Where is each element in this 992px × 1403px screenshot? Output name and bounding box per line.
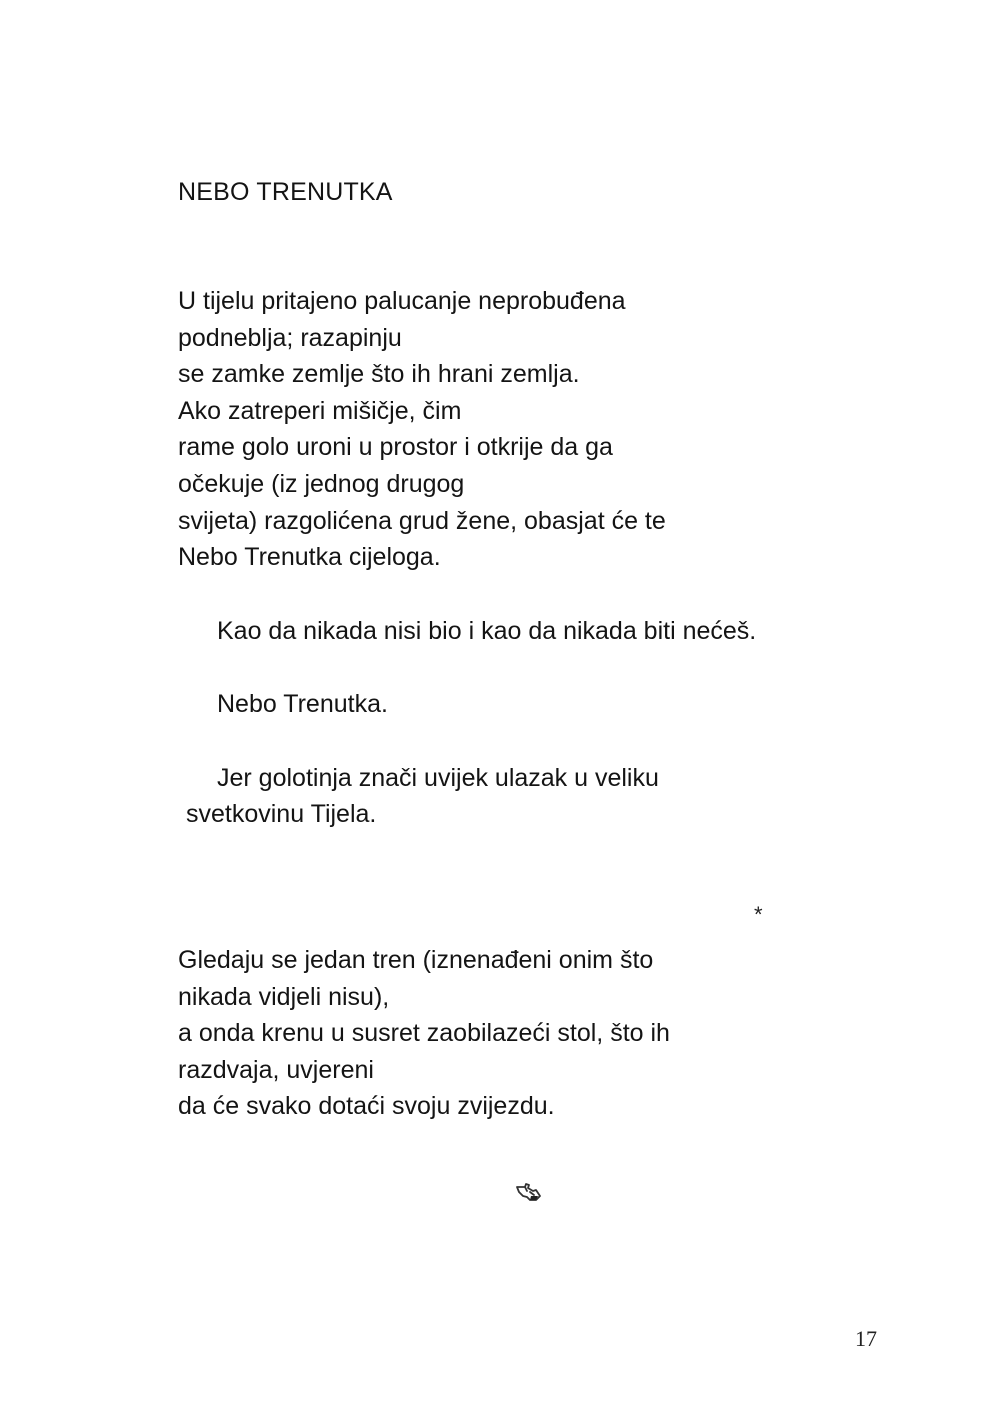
stanza-2-line: nikada vidjeli nisu), bbox=[178, 982, 390, 1011]
stanza-1-line: podneblja; razapinju bbox=[178, 323, 402, 352]
stanza-1-line: U tijelu pritajeno palucanje neprobuđena bbox=[178, 287, 626, 315]
stanza-2-line: razdvaja, uvjereni bbox=[178, 1055, 374, 1084]
paragraph-1: Kao da nikada nisi bio i kao da nikada biti nećeš. bbox=[217, 617, 757, 645]
hand-pointer-icon bbox=[514, 1178, 544, 1208]
stanza-1-line: očekuje (iz jednog drugog bbox=[178, 469, 465, 498]
stanza-1-line: Ako zatreperi mišičje, čim bbox=[178, 396, 462, 425]
stanza-1 bbox=[178, 283, 666, 576]
paragraph-3-line: Jer golotinja znači uvijek ulazak u veliku bbox=[217, 764, 659, 792]
poem-title: NEBO TRENUTKA bbox=[178, 178, 393, 206]
page-number: 17 bbox=[855, 1326, 877, 1351]
stanza-2 bbox=[178, 942, 670, 1125]
stanza-1-line: rame golo uroni u prostor i otkrije da ga bbox=[178, 433, 613, 462]
section-separator: * bbox=[754, 902, 763, 927]
stanza-1-line: Nebo Trenutka cijeloga. bbox=[178, 543, 441, 572]
paragraph-2: Nebo Trenutka. bbox=[217, 690, 388, 718]
stanza-1-line: svijeta) razgolićena grud žene, obasjat će te bbox=[178, 506, 666, 535]
stanza-2-line: a onda krenu u susret zaobilazeći stol, što ih bbox=[178, 1019, 670, 1048]
stanza-2-line: Gledaju se jedan tren (iznenađeni onim što bbox=[178, 946, 654, 974]
stanza-1-line: se zamke zemlje što ih hrani zemlja. bbox=[178, 360, 580, 389]
stanza-2-line: da će svako dotaći svoju zvijezdu. bbox=[178, 1092, 555, 1121]
paragraph-3-line: svetkovinu Tijela. bbox=[186, 800, 377, 828]
